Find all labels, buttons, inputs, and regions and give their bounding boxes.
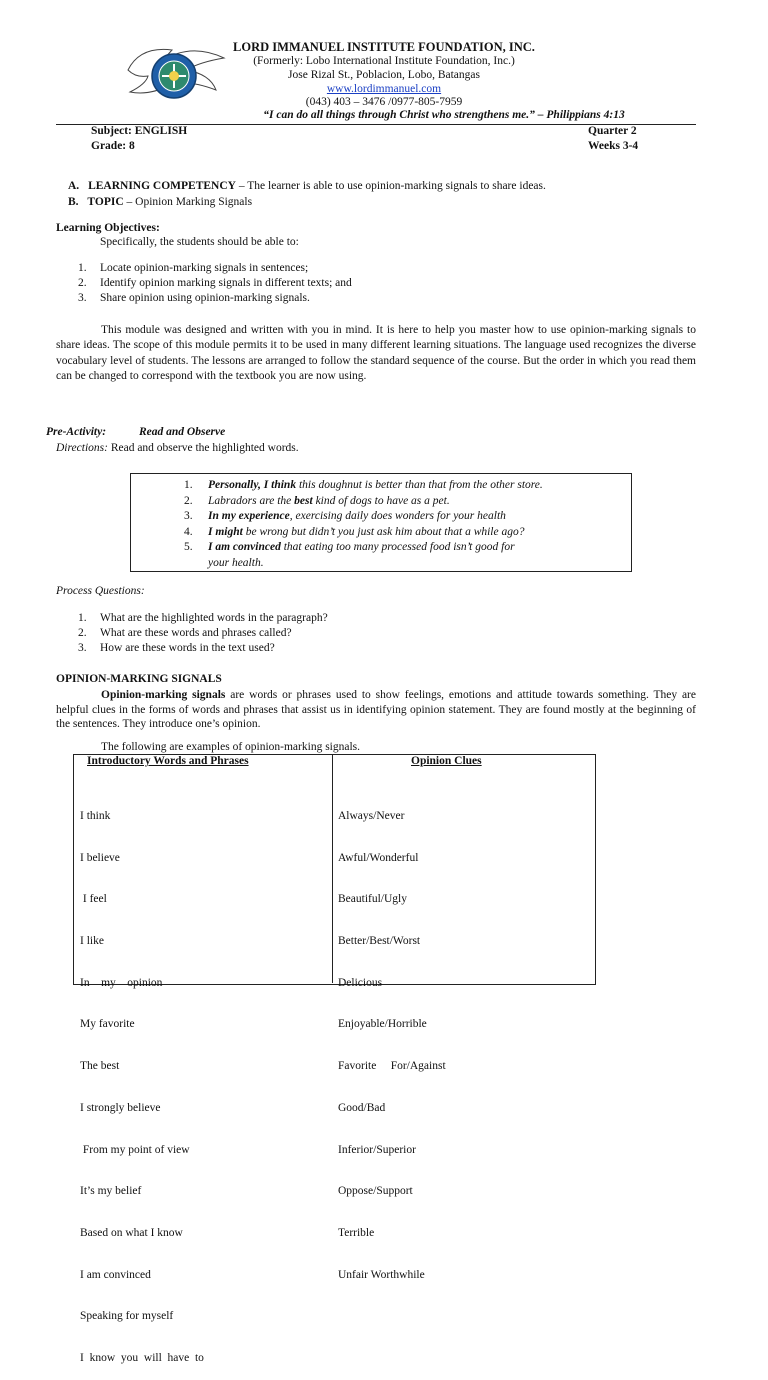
list-item: 3. How are these words in the text used?	[78, 642, 275, 654]
table-intro: The following are examples of opinion-marking signals.	[101, 741, 361, 753]
weeks-label: Weeks 3-4	[588, 140, 639, 152]
grade-label: Grade: 8	[91, 140, 135, 152]
list-item: 2. Identify opinion marking signals in different texts; and	[78, 277, 352, 289]
signals-heading: OPINION-MARKING SIGNALS	[56, 673, 222, 685]
left-column-header: Introductory Words and Phrases	[87, 755, 249, 767]
signals-term: Opinion-marking signals	[101, 689, 226, 701]
table-cell: Delicious	[338, 976, 383, 989]
table-cell: Oppose/Support	[338, 1185, 413, 1198]
table-cell: Unfair Worthwhile	[338, 1268, 425, 1281]
section-a-title: LEARNING COMPETENCY	[88, 180, 236, 192]
list-item: 5. I am convinced that eating too many processed food isn’t good for	[184, 541, 515, 553]
list-item: 1. What are the highlighted words in the paragraph?	[78, 612, 328, 624]
process-heading: Process Questions:	[56, 585, 145, 597]
table-cell: I like	[80, 934, 104, 947]
directions	[56, 442, 299, 454]
objectives-heading: Learning Objectives:	[56, 222, 160, 234]
table-cell: I know you will have to	[80, 1352, 204, 1365]
list-item: 3. In my experience, exercising daily does wonders for your health	[184, 510, 506, 522]
subject-label: Subject: ENGLISH	[91, 125, 188, 137]
table-cell: Favorite For/Against	[338, 1060, 446, 1073]
table-cell: From my point of view	[80, 1143, 190, 1156]
list-item: 1. Locate opinion-marking signals in sentences;	[78, 262, 309, 274]
table-cell: I feel	[80, 893, 107, 906]
table-cell: It’s my belief	[80, 1185, 142, 1198]
address-line: Jose Rizal St., Poblacion, Lobo, Batangas	[288, 69, 480, 81]
table-cell: Terrible	[338, 1227, 375, 1239]
list-item: 3. Share opinion using opinion-marking signals.	[78, 292, 310, 304]
table-divider	[332, 754, 333, 983]
section-b	[68, 196, 252, 208]
signals-definition: are words or phrases used to show feelings, emotions and attitude towards something. They are helpful clues in the forms of words and phrases that assist us in identifying opinion statement. They are found mostly at the beginning of the sentences. They introduce one’s opinion.	[56, 689, 696, 731]
table-cell: Inferior/Superior	[338, 1143, 416, 1156]
table-cell: I strongly believe	[80, 1101, 161, 1114]
table-cell: Beautiful/Ugly	[338, 893, 407, 906]
table-cell: Enjoyable/Horrible	[338, 1018, 427, 1031]
signals-paragraph	[56, 688, 696, 732]
objectives-list	[78, 261, 352, 306]
module-paragraph: This module was designed and written with you in mind. It is here to help you master how to use opinion-marking signals to share ideas. The scope of this module permits it to be used in many different learning situations. The language used recognizes the diverse vocabulary level of students. The lessons are arranged to follow the standard sequence of the course. But the order in which you read them can be changed to correspond with the textbook you are now using.	[56, 324, 696, 383]
table-cell: Good/Bad	[338, 1101, 386, 1114]
table-cell: My favorite	[80, 1018, 135, 1031]
website-row	[0, 82, 768, 96]
objectives-intro: Specifically, the students should be able to:	[100, 236, 299, 248]
table-cell: I am convinced	[80, 1268, 151, 1281]
table-cell: Better/Best/Worst	[338, 934, 421, 947]
left-column-items	[80, 782, 204, 1380]
section-a-text: – The learner is able to use opinion-marking signals to share ideas.	[235, 180, 546, 192]
school-name: LORD IMMANUEL INSTITUTE FOUNDATION, INC.	[233, 40, 535, 54]
list-item: 1. Personally, I think this doughnut is better than that from the other store.	[184, 479, 543, 491]
table-cell: Awful/Wonderful	[338, 851, 419, 864]
table-cell: The best	[80, 1060, 120, 1073]
section-a	[68, 180, 546, 192]
list-item: 2. Labradors are the best kind of dogs to have as a pet.	[184, 494, 450, 507]
table-cell: Based on what I know	[80, 1227, 183, 1239]
section-b-marker: B.	[68, 196, 79, 208]
table-cell: Always/Never	[338, 809, 405, 822]
right-column-header: Opinion Clues	[411, 755, 482, 767]
right-column-items	[338, 782, 446, 1297]
directions-text: Read and observe the highlighted words.	[107, 442, 299, 454]
table-cell: I think	[80, 809, 111, 822]
examples-list	[184, 478, 543, 571]
website-link[interactable]: www.lordimmanuel.com	[326, 83, 442, 95]
process-list	[78, 611, 328, 656]
table-cell: In my opinion	[80, 976, 163, 989]
directions-label: Directions:	[56, 442, 108, 454]
section-b-text: – Opinion Marking Signals	[123, 196, 253, 208]
table-cell: I believe	[80, 851, 120, 864]
list-item-continuation: your health.	[208, 556, 264, 569]
quarter-label: Quarter 2	[588, 125, 637, 137]
phone-line: (043) 403 – 3476 /0977-805-7959	[305, 96, 463, 108]
list-item: 2. What are these words and phrases called?	[78, 627, 292, 639]
section-a-marker: A.	[68, 180, 80, 192]
section-b-title: TOPIC	[87, 196, 124, 208]
formerly-line: (Formerly: Lobo International Institute Foundation, Inc.)	[253, 55, 515, 67]
pre-activity-label: Pre-Activity:	[46, 426, 107, 438]
pre-activity-title: Read and Observe	[139, 426, 226, 438]
list-item: 4. I might be wrong but didn’t you just ask him about that a while ago?	[184, 525, 525, 538]
motto: “I can do all things through Christ who strengthens me.” – Philippians 4:13	[263, 109, 625, 121]
table-cell: Speaking for myself	[80, 1310, 174, 1323]
